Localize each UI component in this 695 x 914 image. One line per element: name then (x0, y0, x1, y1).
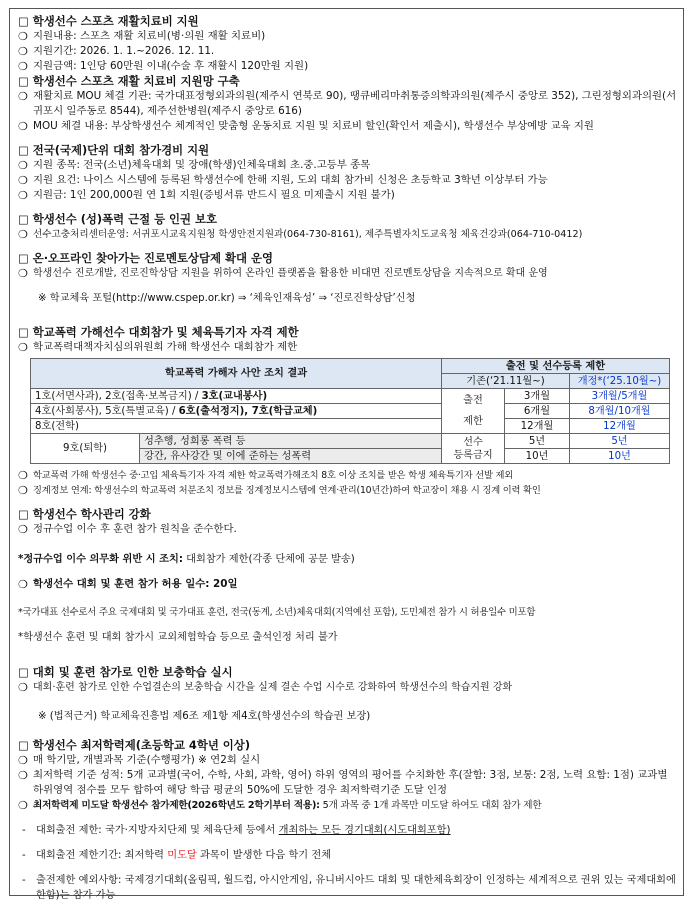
portal-note: ※ 학교체육 포털(http://www.cspep.or.kr) ⇒ ‘체육인재육성’ ⇒ ‘진로진학상담’신청 (38, 293, 416, 305)
list-item: ❍ 지원 요건: 나이스 시스템에 등록된 학생선수에 한해 지원, 도외 대회 참가비 신청은 초등학교 3학년 이상부터 가능 (18, 174, 548, 187)
section-title-minimum-academic: □ 학생선수 최저학력제(초등학교 4학년 이상) (18, 737, 251, 752)
section-title-supplementary-learning: □ 대회 및 훈련 참가로 인한 보충학습 실시 (18, 664, 233, 679)
dash-item: - 출전제한 예외사항: 국제경기대회(올림픽, 월드컵, 아시안게임, 유니버시아드 대회 및 대한체육회장이 인정하는 세계적으로 권위 있는 국제대회에 한함)는 참가 가능 (22, 875, 676, 902)
registration-ban-label: 선수 등록금지 (442, 434, 505, 464)
section-title-career-mentoring: □ 온·오프라인 찾아가는 진로멘토상담제 확대 운영 (18, 251, 273, 265)
list-item: ❍ 최저학력제 미도달 학생선수 참가제한(2026학년도 2학기부터 적용): 5개 과목 중 1개 과목만 미도달 하여도 대회 참가 제한 (18, 798, 542, 812)
allowed-days: ❍ 학생선수 대회 및 훈련 참가 허용 일수: 20일 (18, 577, 238, 591)
circle-bullet-icon: ❍ (18, 753, 28, 767)
circle-bullet-icon: ❍ (18, 577, 28, 591)
table-header-limit: 출전 및 선수등록 제한 (442, 359, 670, 374)
section-title-academic-management: □ 학생선수 학사관리 강화 (18, 507, 151, 522)
section-title-rehab-support: □ 학생선수 스포츠 재활치료비 지원 (18, 14, 199, 28)
circle-bullet-icon: ❍ (18, 159, 28, 172)
circle-bullet-icon: ❍ (18, 228, 28, 241)
circle-bullet-icon: ❍ (18, 469, 28, 483)
legal-basis-note: ※ (법적근거) 학교체육진흥법 제6조 제1항 제4호(학생선수의 학습권 보장) (38, 710, 371, 722)
circle-bullet-icon: ❍ (18, 768, 28, 782)
list-item: ❍ 재활치료 MOU 체결 기관: 국가대표정형외과의원(제주시 연북로 90), 땡큐베리마취통증의학과의원(제주시 중앙로 352), 그린정형외과의원(서귀포시 일주동로 8544), 제주선한병원(제주시 중앙로 616) (18, 90, 677, 117)
circle-bullet-icon: ❍ (18, 484, 28, 498)
section-title-rehab-network: □ 학생선수 스포츠 재활 치료비 지원망 구축 (18, 74, 240, 88)
list-item: ❍ 지원내용: 스포츠 재활 치료비(병·의원 재활 치료비) (18, 30, 266, 43)
dash-item: - 대회출전 제한기간: 최저학력 미도달 과목이 발생한 다음 학기 전체 (22, 850, 332, 862)
section-title-competition-support: □ 전국(국제)단위 대회 참가경비 지원 (18, 143, 210, 157)
circle-bullet-icon: ❍ (18, 120, 28, 133)
document-content (18, 14, 678, 914)
list-item: ❍ 정규수업 이수 후 훈련 참가 원칙을 준수한다. (18, 523, 237, 537)
list-item: ❍ 지원 종목: 전국(소년)체육대회 및 장애(학생)인체육대회 초.중.고등부 종목 (18, 159, 371, 172)
footnote: *국가대표 선수로서 주요 국제대회 및 국가대표 훈련, 전국(동계, 소년)체육대회(지역예선 포함), 도민체전 참가 시 허용일수 미포함 (18, 607, 536, 619)
circle-bullet-icon: ❍ (18, 60, 28, 73)
list-item: ❍ 지원금액: 1인당 60만원 이내(수술 후 재활시 120만원 지원) (18, 60, 309, 73)
list-item: ❍ 선수고충처리센터운영: 서귀포시교육지원청 학생안전지원과(064-730-8161), 제주특별자치도교육청 체육건강과(064-710-0412) (18, 228, 583, 241)
table-row: 4호(사회봉사), 5호(특별교육) / 6호(출석정지), 7호(학급교체) 6개월 8개월/10개월 (31, 404, 670, 419)
circle-bullet-icon: ❍ (18, 680, 28, 694)
circle-bullet-icon: ❍ (18, 798, 28, 812)
list-item: ❍ 최저학력 기준 성적: 5개 교과별(국어, 수학, 사회, 과학, 영어) 하위 영역의 평어를 수치화한 후(잘함: 3점, 보통: 2점, 노력 요함: 1점) 교과별 하위영역 점수를 모두 합하여 해당 학급 평균의 50%에 도달한 경우 최저학력기준 도달 인정 (18, 768, 668, 796)
violation-rule: *정규수업 이수 의무화 위반 시 조치: 대회참가 제한(각종 단체에 공문 발송) (18, 553, 355, 565)
list-item: ❍ 학교폭력대책자치심의위원회 가해 학생선수 대회참가 제한 (18, 341, 298, 355)
section-title-human-rights: □ 학생선수 (성)폭력 근절 등 인권 보호 (18, 212, 218, 226)
footnote: *학생선수 훈련 및 대회 참가시 교외체험학습 등으로 출석인정 처리 불가 (18, 632, 338, 644)
list-item: ❍ 대회·훈련 참가로 인한 수업결손의 보충학습 시간을 실제 결손 수업 시수로 강화하여 학생선수의 학습지원 강화 (18, 680, 513, 694)
dash-item: - 대회출전 제한: 국가·지방자치단체 및 체육단체 등에서 개최하는 모든 경기대회(시도대회포함) (22, 825, 451, 837)
table-row: 9호(퇴학) 성추행, 성희롱 폭력 등 선수 등록금지 5년 5년 (31, 434, 670, 449)
list-item: ❍ 학교폭력 가해 학생선수 중·고입 체육특기자 자격 제한 학교폭력가해조치 8호 이상 조치를 받은 학생 체육특기자 선발 제외 (18, 469, 514, 483)
circle-bullet-icon: ❍ (18, 30, 28, 43)
table-row: 1호(서면사과), 2호(접촉·보복금지) / 3호(교내봉사) 출전 제한 3개월 3개월/5개월 (31, 389, 670, 404)
circle-bullet-icon: ❍ (18, 341, 28, 355)
list-item: ❍ 징계정보 연계: 학생선수의 학교폭력 처분조치 정보를 징계정보시스템에 연계·관리(10년간)하여 학교장이 채용 시 징계 이력 확인 (18, 484, 541, 498)
list-item: ❍ 매 학기말, 개별과목 기준(수행평가) ※ 연2회 실시 (18, 753, 261, 767)
document-page (9, 8, 684, 902)
play-limit-label: 출전 제한 (442, 389, 505, 434)
table-header-before: 기존(‘21.11월~) (442, 374, 570, 389)
list-item: ❍ 학생선수 진로개발, 진로진학상담 지원을 위하여 온라인 플랫폼을 활용한 비대면 진로멘토상담을 지속적으로 확대 운영 (18, 267, 548, 280)
circle-bullet-icon: ❍ (18, 267, 28, 280)
sanction-table (30, 358, 670, 464)
circle-bullet-icon: ❍ (18, 523, 28, 537)
list-item: ❍ 지원금: 1인 200,000원 연 1회 지원(증빙서류 반드시 필요 미제출시 지원 불가) (18, 189, 395, 202)
list-item: ❍ 지원기간: 2026. 1. 1.~2026. 12. 11. (18, 45, 215, 58)
circle-bullet-icon: ❍ (18, 174, 28, 187)
circle-bullet-icon: ❍ (18, 45, 28, 58)
table-row: 8호(전학) 12개월 12개월 (31, 419, 670, 434)
circle-bullet-icon: ❍ (18, 90, 28, 103)
table-header-result: 학교폭력 가해자 사안 조치 결과 (31, 359, 442, 389)
section-title-school-violence: □ 학교폭력 가해선수 대회참가 및 체육특기자 자격 제한 (18, 325, 299, 340)
list-item: ❍ MOU 체결 내용: 부상학생선수 체계적인 맞춤형 운동치료 지원 및 치료비 할인(확인서 제출시), 학생선수 부상예방 교육 지원 (18, 120, 594, 133)
table-row: 강간, 유사강간 및 이에 준하는 성폭력 10년 10년 (31, 449, 670, 464)
circle-bullet-icon: ❍ (18, 189, 28, 202)
table-header-after: 개정*(‘25.10월~) (570, 374, 670, 389)
